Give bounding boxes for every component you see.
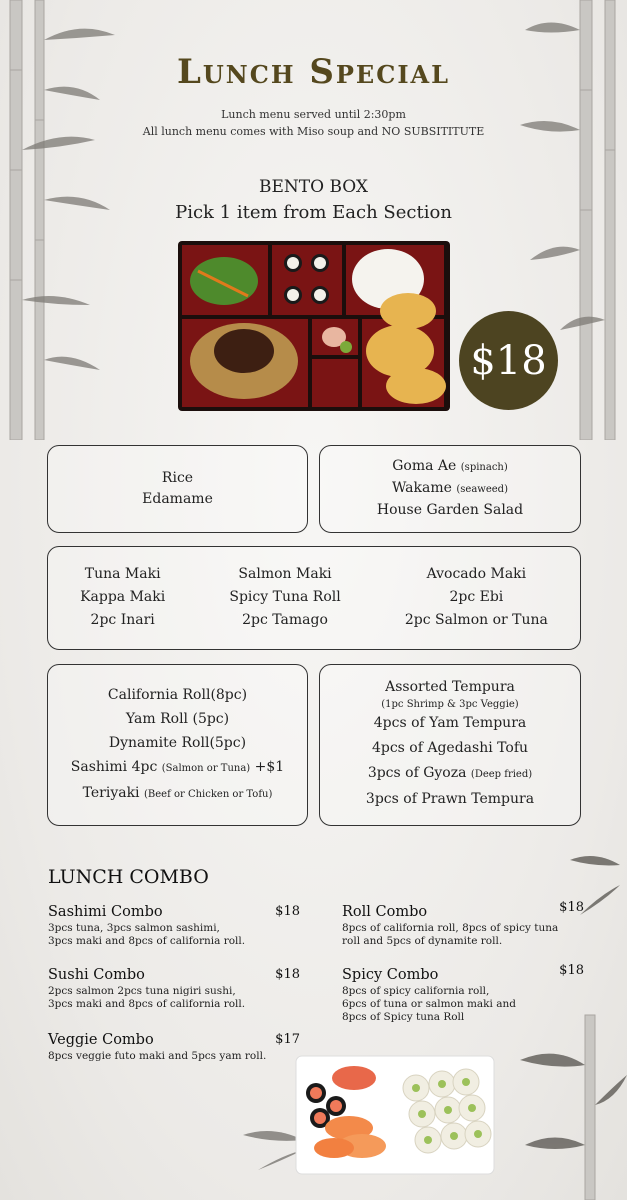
combo-description: 8pcs veggie futo maki and 5pcs yam roll. xyxy=(48,1050,267,1062)
combo-description: 3pcs maki and 8pcs of california roll. xyxy=(48,935,246,947)
section-3-column-2 xyxy=(229,563,340,632)
menu-item: Wakame xyxy=(392,480,452,496)
combo-item xyxy=(48,967,300,1011)
serving-time-note: Lunch menu served until 2:30pm xyxy=(221,108,406,121)
bento-section-1 xyxy=(47,445,308,533)
lunch-combo-heading: LUNCH COMBO xyxy=(48,866,209,888)
menu-item: Goma Ae xyxy=(392,458,457,474)
combo-description: 3pcs tuna, 3pcs salmon sashimi, xyxy=(48,922,220,934)
bento-section-2 xyxy=(319,445,581,533)
combo-name: Sashimi Combo xyxy=(48,904,163,920)
combo-description: roll and 5pcs of dynamite roll. xyxy=(342,935,503,947)
bento-section-5 xyxy=(319,664,581,826)
menu-item-note: (seaweed) xyxy=(456,484,508,495)
menu-item-note: (Salmon or Tuna) xyxy=(161,763,251,774)
combo-name: Spicy Combo xyxy=(342,967,439,983)
bento-section-3 xyxy=(47,546,581,650)
combo-description: 8pcs of Spicy tuna Roll xyxy=(342,1011,465,1023)
menu-item: House Garden Salad xyxy=(376,502,524,518)
combo-name: Roll Combo xyxy=(342,904,428,920)
menu-item-extra-price: +$1 xyxy=(254,759,285,775)
menu-item: Spicy Tuna Roll xyxy=(229,589,341,605)
combo-item xyxy=(48,1032,300,1063)
menu-item: Yam Roll (5pc) xyxy=(125,711,230,727)
menu-item-note: (Beef or Chicken or Tofu) xyxy=(144,789,273,800)
menu-item: 2pc Inari xyxy=(90,612,155,628)
menu-item: Assorted Tempura xyxy=(385,679,515,695)
menu-item: 2pc Salmon or Tuna xyxy=(404,612,548,628)
combo-item xyxy=(48,904,300,948)
menu-item: Dynamite Roll(5pc) xyxy=(108,735,247,751)
combo-description: 2pcs salmon 2pcs tuna nigiri sushi, xyxy=(48,985,236,997)
combo-price: $18 xyxy=(559,900,584,915)
salad xyxy=(190,257,258,305)
bento-section-4 xyxy=(47,664,308,826)
combo-name: Sushi Combo xyxy=(48,967,145,983)
wasabi xyxy=(340,341,352,353)
menu-item: Tuna Maki xyxy=(84,566,161,582)
menu-item: Kappa Maki xyxy=(80,589,166,605)
page-title: Lunch Special xyxy=(176,52,451,92)
menu-item: 3pcs of Gyoza xyxy=(367,765,467,781)
menu-item: Edamame xyxy=(142,491,213,507)
combo-name: Veggie Combo xyxy=(48,1032,154,1048)
combo-price: $18 xyxy=(559,963,584,978)
combo-price: $18 xyxy=(275,904,300,919)
menu-item: Rice xyxy=(161,470,194,486)
menu-item: California Roll(8pc) xyxy=(107,687,248,703)
combo-description: 6pcs of tuna or salmon maki and xyxy=(342,998,516,1010)
combo-item xyxy=(342,963,584,1024)
combo-description: 8pcs of california roll, 8pcs of spicy tuna xyxy=(342,922,559,934)
bento-subheading: Pick 1 item from Each Section xyxy=(175,202,452,223)
combo-item xyxy=(342,900,584,948)
combo-price: $17 xyxy=(275,1032,300,1047)
section-3-column-1 xyxy=(80,563,165,632)
bento-box-photo xyxy=(178,241,450,411)
sushi-plate-photo xyxy=(294,1048,496,1176)
menu-item: 4pcs of Agedashi Tofu xyxy=(371,740,529,756)
menu-item-note: (spinach) xyxy=(460,462,508,473)
menu-item: Avocado Maki xyxy=(426,566,527,582)
bento-heading: BENTO BOX xyxy=(258,177,368,197)
combo-description: 8pcs of spicy california roll, xyxy=(342,985,490,997)
menu-item: Salmon Maki xyxy=(238,566,332,582)
menu-item: 2pc Tamago xyxy=(242,612,328,628)
menu-item-note: (Deep fried) xyxy=(470,769,533,780)
combo-description: 3pcs maki and 8pcs of california roll. xyxy=(48,998,246,1010)
menu-item: Sashimi 4pc xyxy=(70,759,158,775)
menu-item: 3pcs of Prawn Tempura xyxy=(365,791,535,807)
menu-item: 2pc Ebi xyxy=(449,589,504,605)
menu-item: 4pcs of Yam Tempura xyxy=(373,715,527,731)
section-3-column-3 xyxy=(405,563,548,632)
combo-price: $18 xyxy=(275,967,300,982)
teriyaki-chicken xyxy=(214,329,274,373)
bento-price-badge: $18 xyxy=(459,311,558,410)
menu-item-note: (1pc Shrimp & 3pc Veggie) xyxy=(381,699,519,710)
menu-item: Teriyaki xyxy=(82,785,140,801)
lunch-note: All lunch menu comes with Miso soup and NO SUBSITITUTE xyxy=(142,125,485,138)
